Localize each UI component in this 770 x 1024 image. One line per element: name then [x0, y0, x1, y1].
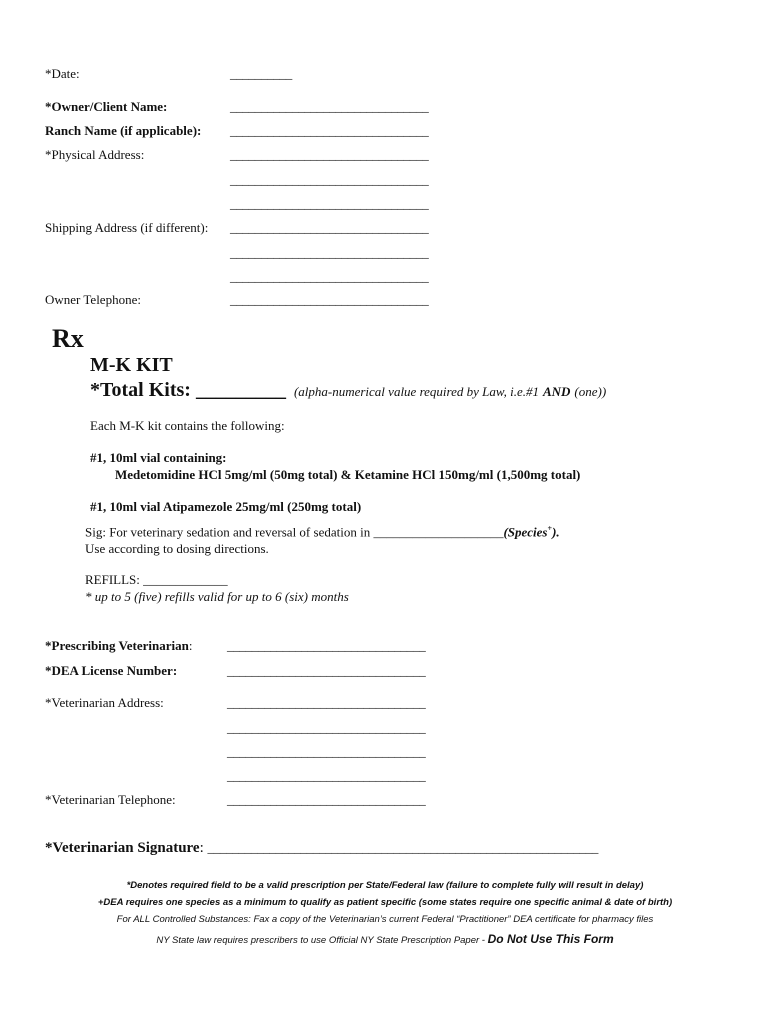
- vet-address-field-4[interactable]: ________________________________: [227, 768, 426, 783]
- dosing-directions: Use according to dosing directions.: [85, 541, 269, 556]
- vet-signature-colon: :: [199, 840, 204, 856]
- sig-species-end: ).: [552, 524, 560, 540]
- prescribing-vet-label-row: [45, 638, 192, 654]
- owner-telephone-field[interactable]: ________________________________: [230, 292, 429, 307]
- vet-signature-field[interactable]: _______________________________________________________________: [207, 840, 599, 855]
- footer-ny-text: NY State law requires prescribers to use Official NY State Prescription Paper -: [156, 935, 488, 946]
- ranch-name-label: Ranch Name (if applicable):: [45, 123, 202, 138]
- date-field[interactable]: __________: [230, 66, 293, 81]
- physical-address-field-3[interactable]: ________________________________: [230, 196, 429, 211]
- vet-address-field-2[interactable]: ________________________________: [227, 720, 426, 735]
- owner-name-field[interactable]: ________________________________: [230, 99, 429, 114]
- shipping-address-label: Shipping Address (if different):: [45, 220, 209, 235]
- refills-field[interactable]: REFILLS: _____________: [85, 572, 228, 587]
- total-kits-label[interactable]: *Total Kits: _________: [90, 379, 286, 401]
- total-kits-note: (alpha-numerical value required by Law, i.e.#1: [293, 384, 539, 399]
- dea-license-label: *DEA License Number:: [45, 663, 178, 678]
- dea-license-field[interactable]: ________________________________: [227, 663, 426, 678]
- prescribing-vet-label: *Prescribing Veterinarian: [45, 638, 189, 653]
- prescribing-vet-field[interactable]: ________________________________: [227, 638, 426, 653]
- vet-telephone-label: *Veterinarian Telephone:: [45, 792, 176, 807]
- shipping-address-field-1[interactable]: ________________________________: [230, 220, 429, 235]
- owner-name-label: *Owner/Client Name:: [45, 99, 168, 114]
- vet-telephone-field[interactable]: ________________________________: [227, 792, 426, 807]
- total-kits-note-end: (one)): [574, 384, 607, 399]
- sig-text[interactable]: Sig: For veterinary sedation and reversal of sedation in ____________________: [85, 524, 504, 540]
- vial1-title: #1, 10ml vial containing:: [90, 450, 227, 465]
- date-label: *Date:: [45, 66, 80, 81]
- shipping-address-field-3[interactable]: ________________________________: [230, 269, 429, 284]
- vet-address-field-3[interactable]: ________________________________: [227, 744, 426, 759]
- total-kits-note-and: AND: [542, 384, 571, 399]
- total-kits-row: [90, 379, 606, 402]
- prescribing-vet-colon: :: [188, 638, 193, 653]
- vial1-contents: Medetomidine HCl 5mg/ml (50mg total) & Ketamine HCl 150mg/ml (1,500mg total): [115, 467, 581, 482]
- footer-do-not-use: Do Not Use This Form: [487, 932, 614, 946]
- physical-address-field-2[interactable]: ________________________________: [230, 172, 429, 187]
- physical-address-field-1[interactable]: ________________________________: [230, 147, 429, 162]
- vial2-description: #1, 10ml vial Atipamezole 25mg/ml (250mg total): [90, 499, 362, 514]
- kit-title: M-K KIT: [90, 354, 173, 376]
- sig-species: (Species: [503, 524, 548, 540]
- sig-species-sup: +: [547, 524, 553, 533]
- physical-address-label: *Physical Address:: [45, 147, 145, 162]
- footer-ny-note: [0, 932, 770, 946]
- vet-signature-row: [45, 840, 598, 857]
- footer-controlled-note: For ALL Controlled Substances: Fax a copy of the Veterinarian’s current Federal “Practitioner” DEA certificate for pharmacy files: [116, 914, 654, 925]
- rx-symbol: Rx: [52, 324, 84, 353]
- footer-required-note: *Denotes required field to be a valid prescription per State/Federal law (failure to complete fully will result in delay): [126, 880, 644, 891]
- footer-dea-note: +DEA requires one species as a minimum to qualify as patient specific (some states require one specific animal & date of birth): [97, 897, 673, 908]
- vet-address-label: *Veterinarian Address:: [45, 695, 164, 710]
- vet-address-field-1[interactable]: ________________________________: [227, 695, 426, 710]
- sig-row: [85, 524, 560, 540]
- ranch-name-field[interactable]: ________________________________: [230, 123, 429, 138]
- shipping-address-field-2[interactable]: ________________________________: [230, 245, 429, 260]
- kit-contains-text: Each M-K kit contains the following:: [90, 418, 285, 433]
- refills-note: * up to 5 (five) refills valid for up to 6 (six) months: [85, 589, 349, 604]
- vet-signature-label: *Veterinarian Signature: [45, 840, 200, 856]
- owner-telephone-label: Owner Telephone:: [45, 292, 141, 307]
